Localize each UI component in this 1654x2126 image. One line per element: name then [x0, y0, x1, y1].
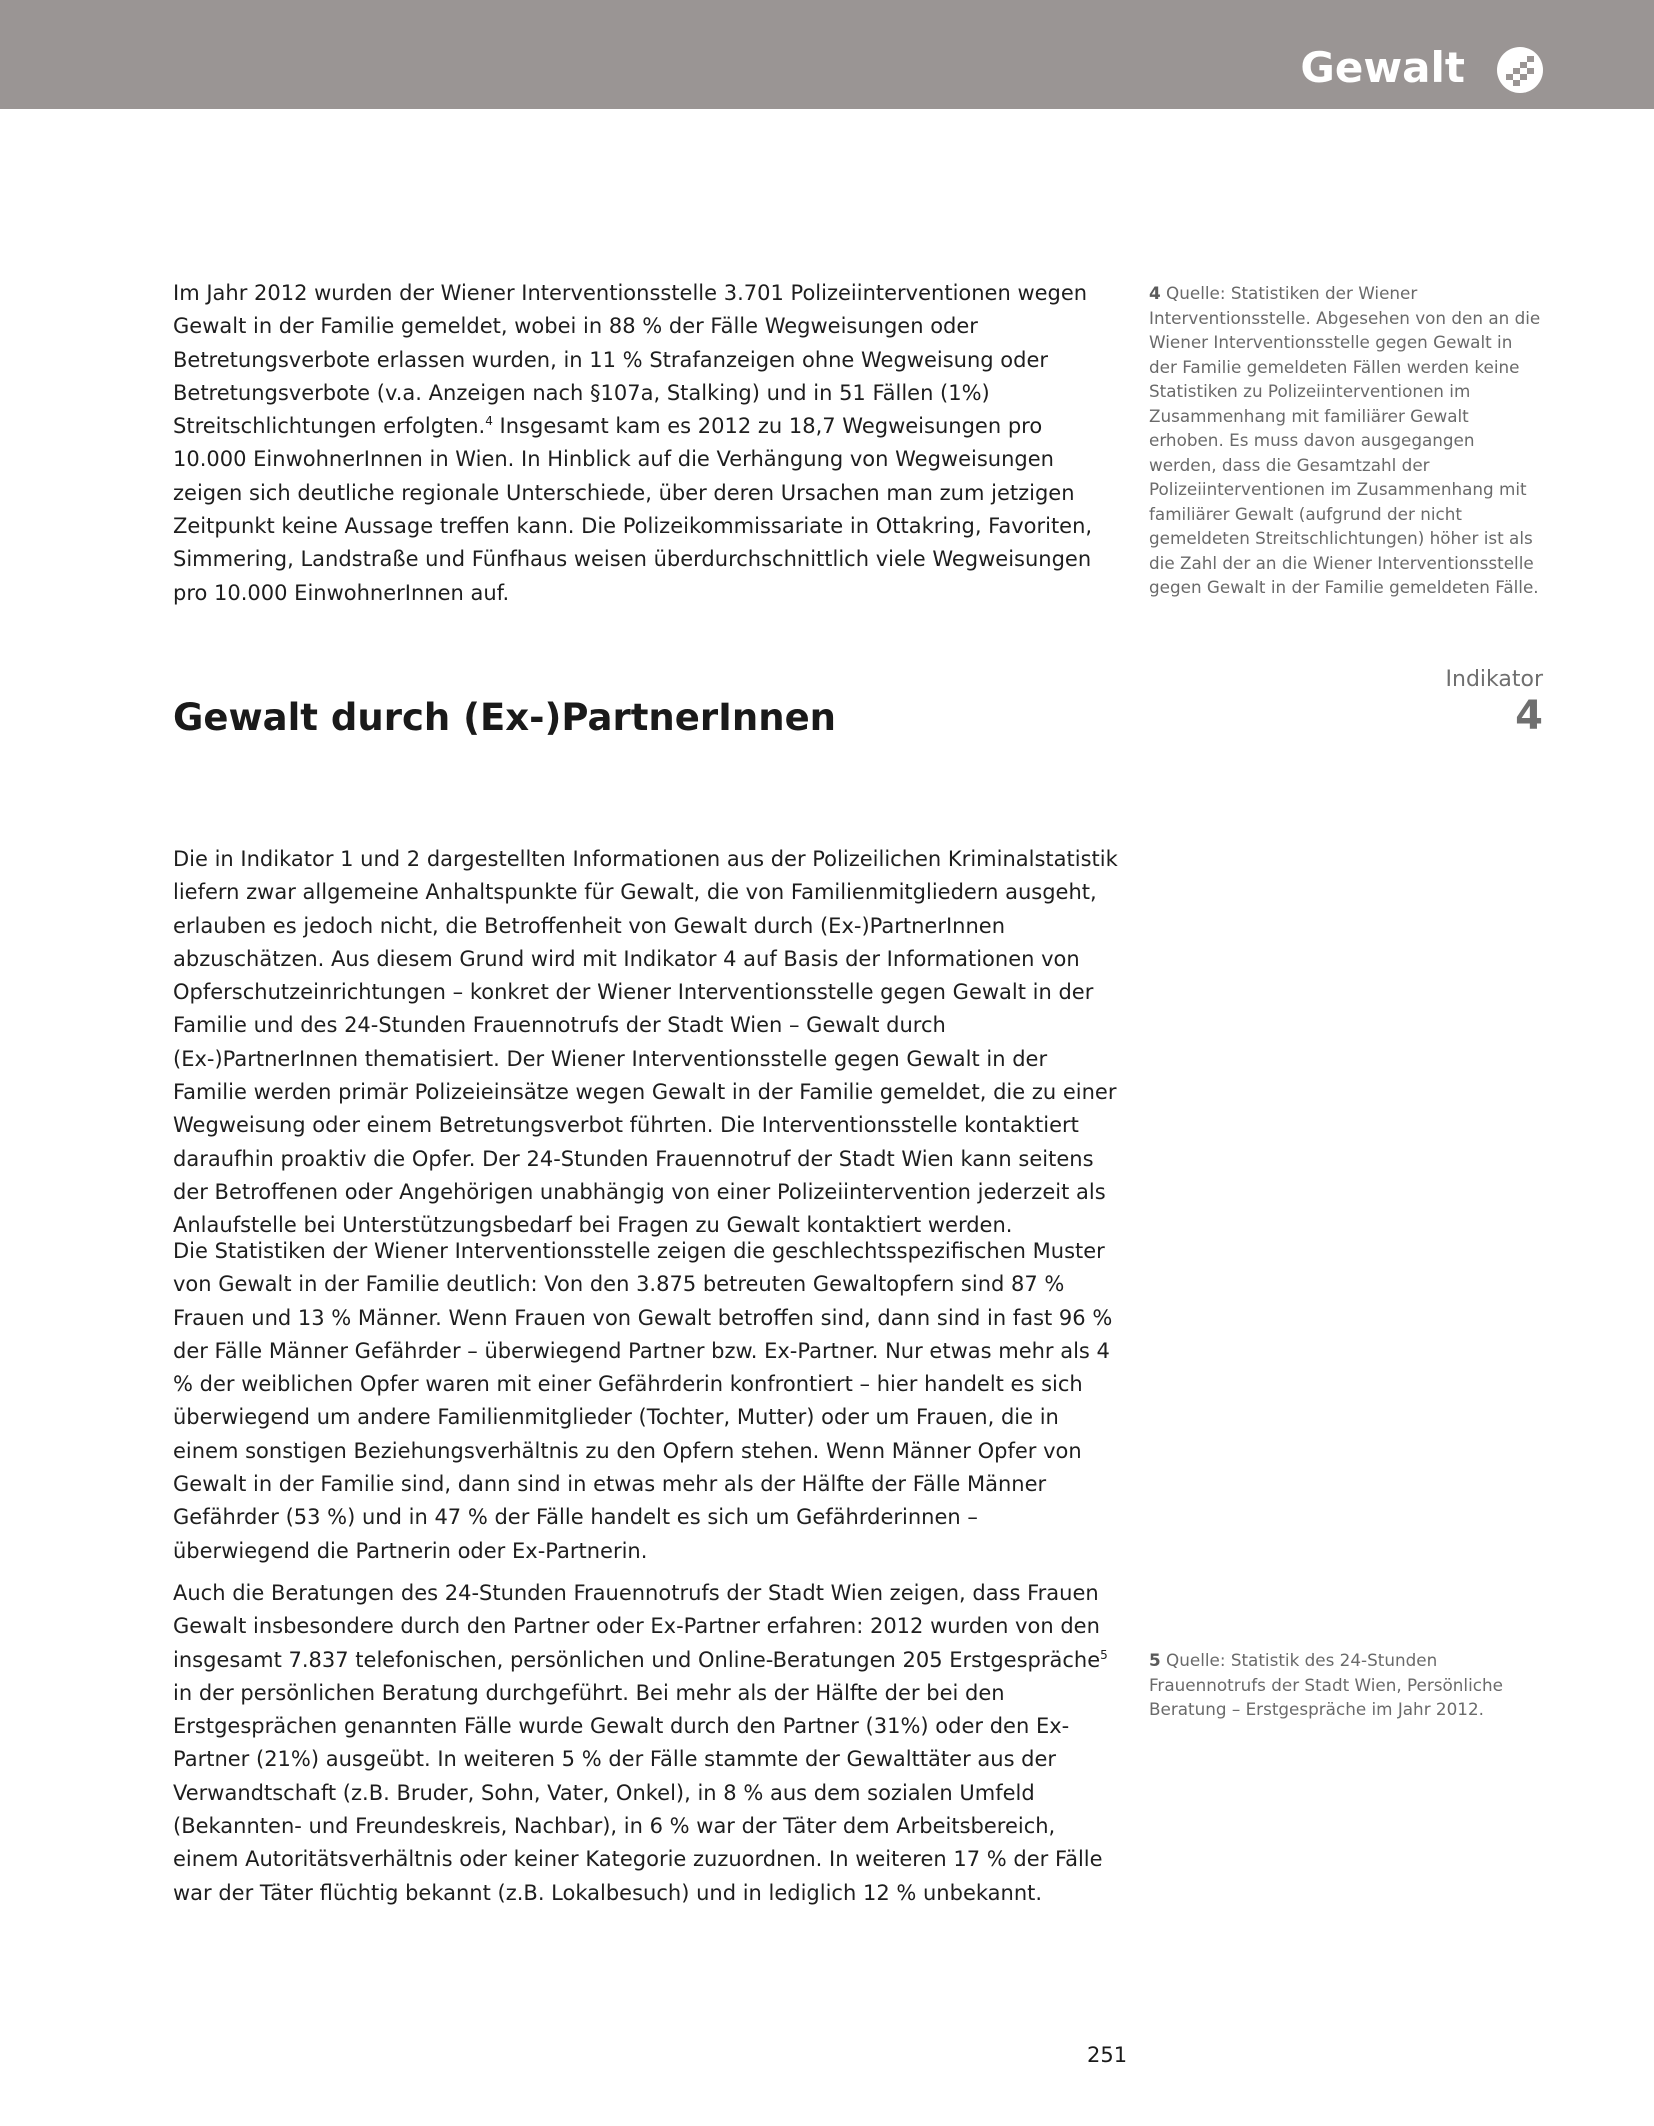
indicator-number: 4 — [1515, 693, 1543, 739]
paragraph-4-text-b: in der persönlichen Beratung durchgeführt. Bei mehr als der Hälfte der bei den Erstgesprächen genannten Fälle wurde Gewalt durch den Partner (31%) oder den Ex-Partner (21%) ausgeübt. In weiteren 5 % der Fälle stammte der Gewalttäter aus der Verwandtschaft (z.B. Bruder, Sohn, Vater, Onkel), in 8 % aus dem sozialen Umfeld (Bekannten- und Freundeskreis, Nachbar), in 6 % war der Täter dem Arbeitsbereich, einem Autoritätsverhältnis oder keiner Kategorie zuzuordnen. In weiteren 17 % der Fälle war der Täter flüchtig bekannt (z.B. Lokalbesuch) und in lediglich 12 % unbekannt. — [173, 1680, 1103, 1905]
footnote-ref-5: 5 — [1100, 1647, 1108, 1662]
stairs-icon — [1496, 46, 1544, 94]
footnote-4-text: Quelle: Statistiken der Wiener Interventionsstelle. Abgesehen von den an die Wiener Interventionsstelle gegen Gewalt in der Familie gemeldeten Fällen werden keine Statistiken zu Polizeiinterventionen im Zusammenhang mit familiärer Gewalt erhoben. Es muss davon ausgegangen werden, dass die Gesamtzahl der Polizeiinterventionen im Zusammenhang mit familiärer Gewalt (aufgrund der nicht gemeldeten Streitschlichtungen) höher ist als die Zahl der an die Wiener Interventionsstelle gegen Gewalt in der Familie gemeldeten Fälle. — [1149, 283, 1541, 597]
paragraph-police-interventions — [173, 277, 1118, 610]
paragraph-indicator-intro: Die in Indikator 1 und 2 dargestellten Informationen aus der Polizeilichen Kriminalstatistik liefern zwar allgemeine Anhaltspunkte für Gewalt, die von Familienmitgliedern ausgeht, erlauben es jedoch nicht, die Betroffenheit von Gewalt durch (Ex-)PartnerInnen abzuschätzen. Aus diesem Grund wird mit Indikator 4 auf Basis der Informationen von Opferschutzeinrichtungen – konkret der Wiener Interventionsstelle gegen Gewalt in der Familie und des 24-Stunden Frauennotrufs der Stadt Wien – Gewalt durch (Ex-)PartnerInnen thematisiert. Der Wiener Interventionsstelle gegen Gewalt in der Familie werden primär Polizeieinsätze wegen Gewalt in der Familie gemeldet, die zu einer Wegweisung oder einem Betretungsverbot führten. Die Interventionsstelle kontaktiert daraufhin proaktiv die Opfer. Der 24-Stunden Frauennotruf der Stadt Wien kann seitens der Betroffenen oder Angehörigen unabhängig von einer Polizeiintervention jederzeit als Anlaufstelle bei Unterstützungsbedarf bei Fragen zu Gewalt kontaktiert werden. — [173, 847, 1118, 1238]
indicator-label: Indikator — [1445, 667, 1543, 692]
chapter-title: Gewalt — [1300, 43, 1465, 92]
paragraph-1-text-b: Insgesamt kam es 2012 zu 18,7 Wegweisungen pro 10.000 EinwohnerInnen in Wien. In Hinblick auf die Verhängung von Wegweisungen zeigen sich deutliche regionale Unterschiede, über deren Ursachen man zum jetzigen Zeitpunkt keine Aussage treffen kann. Die Polizeikommissariate in Ottakring, Favoriten, Simmering, Landstraße und Fünfhaus weisen überdurchschnittlich viele Wegweisungen pro 10.000 EinwohnerInnen auf. — [173, 414, 1093, 605]
paragraph-1-text-a: Im Jahr 2012 wurden der Wiener Interventionsstelle 3.701 Polizeiinterventionen wegen Gewalt in der Familie gemeldet, wobei in 88 % der Fälle Wegweisungen oder Betretungsverbote erlassen wurden, in 11 % Strafanzeigen ohne Wegweisung oder Betretungsverbote (v.a. Anzeigen nach §107a, Stalking) und in 51 Fällen (1%) Streitschlichtungen erfolgten. — [173, 281, 1088, 439]
paragraph-4-text-a: Auch die Beratungen des 24-Stunden Frauennotrufs der Stadt Wien zeigen, dass Frauen Gewalt insbesondere durch den Partner oder Ex-Partner erfahren: 2012 wurden von den insgesamt 7.837 telefonischen, persönlichen und Online-Beratungen 205 Erstgespräche — [173, 1581, 1101, 1672]
footnote-5-text: Quelle: Statistik des 24-Stunden Frauennotrufs der Stadt Wien, Persönliche Beratung – Erstgespräche im Jahr 2012. — [1149, 1650, 1503, 1719]
section-heading: Gewalt durch (Ex-)PartnerInnen — [173, 696, 837, 739]
footnote-5-number: 5 — [1149, 1650, 1161, 1670]
footnote-4-number: 4 — [1149, 283, 1161, 303]
footnote-ref-4: 4 — [485, 414, 493, 429]
footnote-5 — [1149, 1648, 1544, 1722]
paragraph-intervention-statistics: Die Statistiken der Wiener Interventionsstelle zeigen die geschlechtsspezifischen Muster von Gewalt in der Familie deutlich: Von den 3.875 betreuten Gewaltopfern sind 87 % Frauen und 13 % Männer. Wenn Frauen von Gewalt betroffen sind, dann sind in fast 96 % der Fälle Männer Gefährder – überwiegend Partner bzw. Ex-Partner. Nur etwas mehr als 4 % der weiblichen Opfer waren mit einer Gefährderin konfrontiert – hier handelt es sich überwiegend um andere Familienmitglieder (Tochter, Mutter) oder um Frauen, die in einem sonstigen Beziehungsverhältnis zu den Opfern stehen. Wenn Männer Opfer von Gewalt in der Familie sind, dann sind in etwas mehr als der Hälfte der Fälle Männer Gefährder (53 %) und in 47 % der Fälle handelt es sich um Gefährderinnen – überwiegend die Partnerin oder Ex-Partnerin. — [173, 1239, 1113, 1563]
page-number: 251 — [1087, 2043, 1128, 2067]
footnote-4 — [1149, 281, 1544, 600]
paragraph-frauennotruf — [173, 1577, 1118, 1910]
